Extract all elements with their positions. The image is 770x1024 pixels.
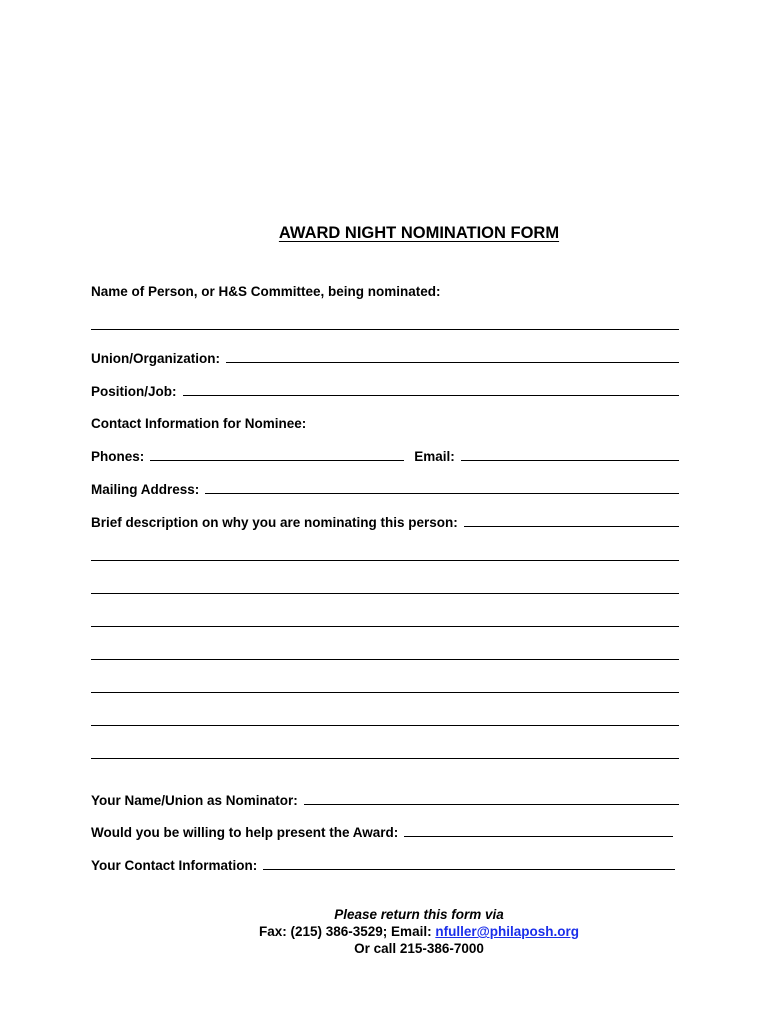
- phones-email-row: [91, 444, 679, 464]
- description-line-4[interactable]: [91, 659, 679, 660]
- description-line-1[interactable]: [91, 560, 679, 561]
- nominator-field[interactable]: [304, 804, 679, 805]
- fax-text: Fax: (215) 386-3529; Email:: [258, 924, 436, 939]
- email-label: Email:: [414, 449, 455, 464]
- email-link[interactable]: nfuller@philaposh.org: [435, 924, 579, 939]
- present-row: [91, 820, 673, 840]
- description-line[interactable]: [91, 676, 679, 696]
- return-line: Please return this form via: [334, 907, 504, 922]
- your-contact-row: [91, 853, 675, 873]
- phones-field[interactable]: [150, 460, 404, 461]
- position-field[interactable]: [183, 395, 680, 396]
- position-row: [91, 379, 679, 399]
- present-label: Would you be willing to help present the Award:: [91, 825, 399, 840]
- email-field[interactable]: [461, 460, 679, 461]
- call-line: Or call 215-386-7000: [354, 941, 484, 956]
- description-label: Brief description on why you are nominating this person:: [91, 515, 458, 530]
- nominee-name-label: Name of Person, or H&S Committee, being nominated:: [91, 284, 441, 299]
- position-label: Position/Job:: [91, 384, 177, 399]
- union-field[interactable]: [226, 362, 679, 363]
- fax-email-line: [0, 923, 770, 940]
- nominee-name-field[interactable]: [91, 313, 679, 333]
- description-line[interactable]: [91, 709, 679, 729]
- mailing-row: [91, 477, 679, 497]
- contact-heading: Contact Information for Nominee:: [91, 416, 307, 431]
- union-label: Union/Organization:: [91, 351, 220, 366]
- phones-label: Phones:: [91, 449, 145, 464]
- description-line-2[interactable]: [91, 593, 679, 594]
- nominee-name-line[interactable]: [91, 329, 679, 330]
- return-instructions: [0, 906, 770, 957]
- description-line[interactable]: [91, 643, 679, 663]
- description-line-6[interactable]: [91, 725, 679, 726]
- nominator-label: Your Name/Union as Nominator:: [91, 793, 298, 808]
- description-line[interactable]: [91, 577, 679, 597]
- description-line-5[interactable]: [91, 692, 679, 693]
- nominator-row: [91, 788, 679, 808]
- description-line[interactable]: [91, 610, 679, 630]
- present-field[interactable]: [404, 836, 673, 837]
- form-title: AWARD NIGHT NOMINATION FORM: [278, 224, 560, 242]
- description-line[interactable]: [91, 742, 679, 762]
- your-contact-field[interactable]: [263, 869, 675, 870]
- description-line-7[interactable]: [91, 758, 679, 759]
- your-contact-label: Your Contact Information:: [91, 858, 258, 873]
- description-field-first[interactable]: [464, 526, 679, 527]
- description-line-3[interactable]: [91, 626, 679, 627]
- union-row: [91, 346, 679, 366]
- mailing-field[interactable]: [205, 493, 679, 494]
- description-row: [91, 510, 679, 530]
- description-line[interactable]: [91, 544, 679, 564]
- mailing-label: Mailing Address:: [91, 482, 200, 497]
